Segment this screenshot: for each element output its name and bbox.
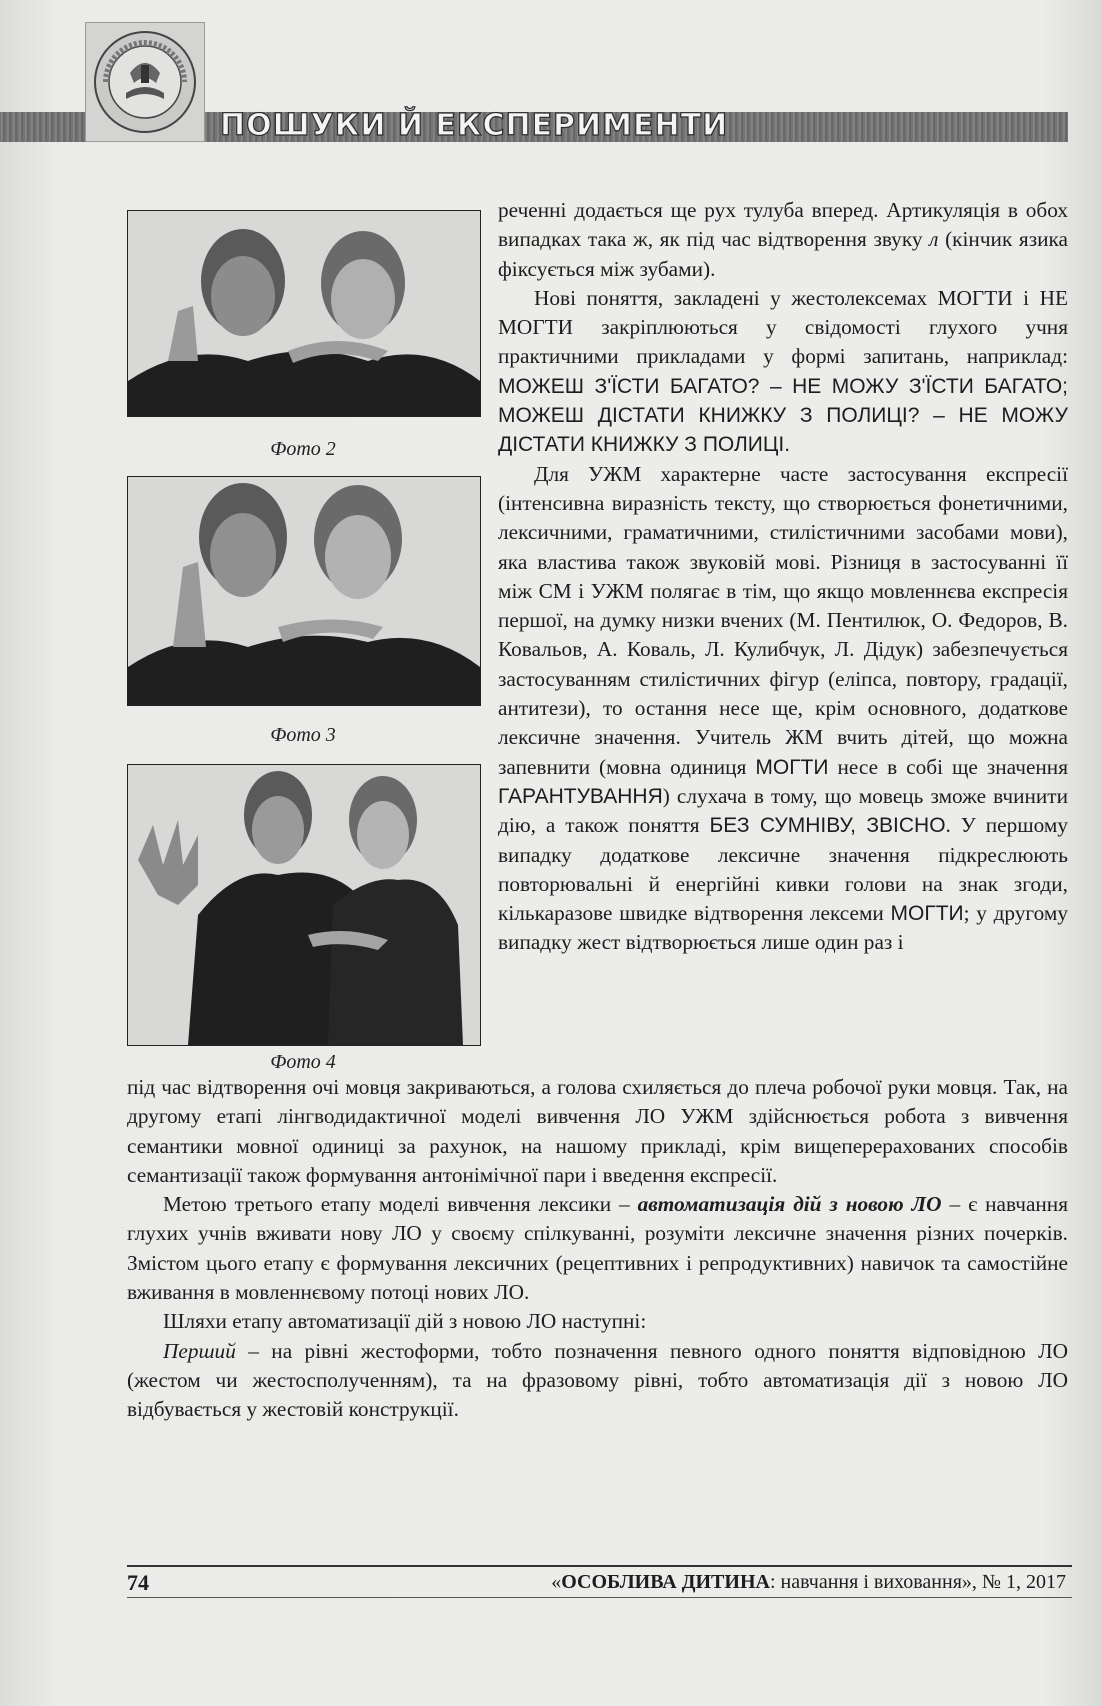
institute-logo	[85, 22, 205, 142]
photo-2	[127, 210, 481, 417]
italic-letter: л	[929, 227, 939, 252]
page-number: 74	[127, 1570, 149, 1595]
emphasis-text: автоматизація дій з новою ЛО	[637, 1192, 942, 1217]
paragraph	[498, 284, 1068, 460]
paragraph: під час відтворення очі мовця закриваються, а голова схиляється до плеча робочої руки мовця. Так, на другому етапі лінгводидактичної моделі вивчення ЛО УЖМ здійснюється робота з вивчення семантики мовної одиниці за рахунок, на нашому прикладі, крім вищеперерахованих способів семантизації також формування антонімічної пари і введення експресії.	[127, 1075, 1068, 1187]
sign-language-photo-image	[128, 765, 480, 1045]
sign-caps-text: БЕЗ СУМНІВУ, ЗВІСНО	[709, 814, 946, 838]
sign-caps-text: МОГТИ	[755, 755, 829, 779]
paragraph	[127, 1337, 1068, 1425]
sign-language-photo-image	[128, 211, 480, 416]
sign-caps-text: МОГТИ	[890, 902, 964, 926]
sign-language-photo-image	[128, 477, 480, 705]
paragraph	[498, 460, 1068, 958]
text-run: Метою третього етапу моделі вивчення лексики –	[163, 1192, 638, 1217]
text-run: реченні додається ще рух тулуба вперед. Артикуляція в обох випадках така ж, як під час відтворення звуку	[498, 198, 1068, 252]
photo-3	[127, 476, 481, 706]
photo-caption: Фото 2	[270, 438, 336, 460]
text-run: – на рівні жестоформи, тобто позначення певного одного поняття відповідною ЛО (жестом чи жестосполученням), та на фразовому рівні, тобто автоматизація дії з новою ЛО відбувається у жестовій конструкції.	[127, 1338, 1068, 1422]
paragraph	[127, 1190, 1068, 1307]
photo-caption: Фото 4	[270, 1051, 336, 1073]
sign-caps-text: ГАРАНТУВАННЯ	[498, 784, 663, 808]
text-run: (кінчик язика фіксується між зубами).	[498, 227, 1068, 281]
section-title: ПОШУКИ Й ЕКСПЕРИМЕНТИ	[220, 108, 729, 143]
paragraph	[498, 196, 1068, 284]
text-run: ) слухача в тому, що мовець зможе вчинити дію, а також поняття	[498, 783, 1068, 838]
journal-name: ОСОБЛИВА ДИТИНА	[561, 1571, 770, 1593]
journal-title	[551, 1571, 1066, 1594]
paragraph: Шляхи етапу автоматизації дій з новою ЛО наступні:	[163, 1309, 647, 1334]
text-run: Для УЖМ характерне часте застосування експресії (інтенсивна виразність тексту, що створюється фонетичними, лексичними, граматичними, стилістичними засобами мови), яка властива також звуковій мові. Різниця в застосуванні її між СМ і УЖМ полягає в тім, що якщо мовленнєва експресія першої, на думку низки вчених (М. Пентилюк, О. Федоров, В. Ковальов, А. Коваль, Л. Кулибчук, Л. Дідук) забезпечується застосуванням стилістичних фігур (еліпса, повтору, градації, антитези), то остання несе ще, крім основного, додаткове лексичне значення. Учитель ЖМ вчить дітей, що можна запевнити (мовна одиниця	[498, 461, 1068, 779]
body-text	[127, 1073, 1068, 1425]
text-run: несе в собі ще значення	[828, 754, 1069, 779]
text-run: «	[551, 1571, 562, 1593]
text-run: ; у другому випадку жест відтворюється лише один раз і	[498, 901, 1069, 955]
text-run: . У першому випадку додаткове лексичне значення підкреслюють повторювальні й енергійні кивки голови на знак згоди, кількаразове швидке відтворення лексеми	[498, 813, 1068, 926]
footer-rule	[127, 1565, 1072, 1567]
photo-caption: Фото 3	[270, 724, 336, 746]
text-run: Нові поняття, закладені у жестолексемах МОГТИ і НЕ МОГТИ закріплюються у свідомості глухого учня практичними прикладами у формі запитань, наприклад:	[498, 285, 1068, 369]
text-run: : навчання і виховання», № 1, 2017	[769, 1571, 1066, 1593]
photo-4	[127, 764, 481, 1046]
column-text	[498, 196, 1068, 958]
sign-caps-text: МОЖЕШ З'ЇСТИ БАГАТО? – НЕ МОЖУ З'ЇСТИ БАГАТО; МОЖЕШ ДІСТАТИ КНИЖКУ З ПОЛИЦІ? – НЕ МОЖУ ДІСТАТИ КНИЖКУ З ПОЛИЦІ.	[498, 374, 1068, 457]
logo-emblem-icon	[86, 23, 204, 141]
footer-rule-bottom	[127, 1597, 1072, 1598]
emphasis-text: Перший	[163, 1338, 236, 1363]
text-run: – є навчання глухих учнів вживати нову ЛО у своєму спілкуванні, розуміти лексичне значення різних почерків. Змістом цього етапу є формування лексичних (рецептивних і репродуктивних) навичок та самостійне вживання в мовленнєвому потоці нових ЛО.	[127, 1192, 1069, 1305]
